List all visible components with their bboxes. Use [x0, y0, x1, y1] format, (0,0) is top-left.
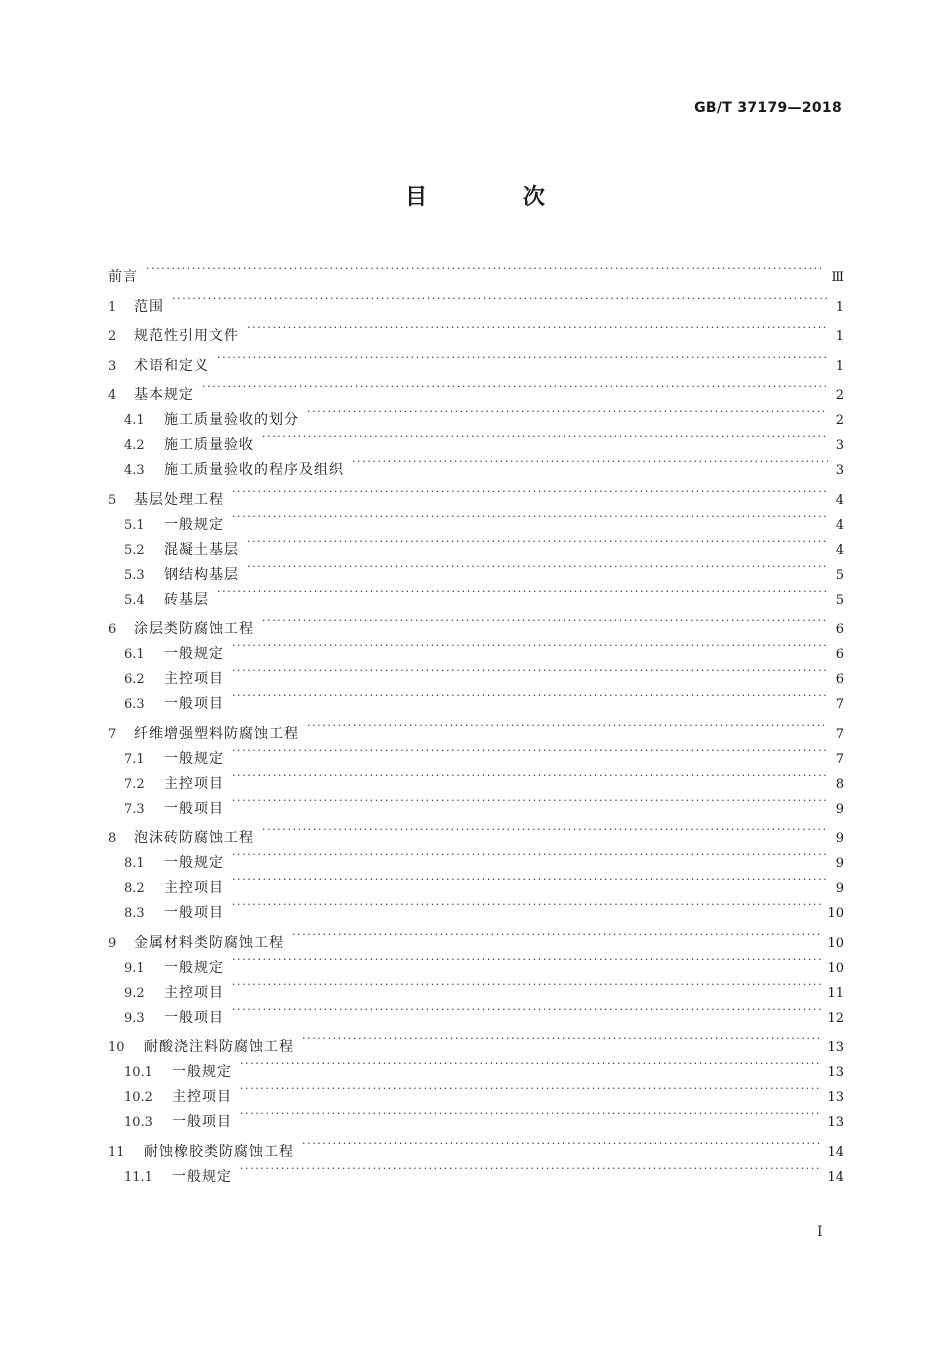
toc-entry-number: 7.1: [124, 751, 145, 767]
toc-dot-leader: [307, 399, 828, 424]
toc-dot-leader: [146, 256, 825, 281]
toc-section-entry[interactable]: [108, 399, 844, 428]
toc-entry-page: 4: [835, 542, 844, 558]
toc-dot-leader: [240, 1101, 821, 1126]
toc-entry-page: 11: [827, 985, 844, 1001]
toc-entry-title: 涂层类防腐蚀工程: [134, 621, 254, 637]
toc-entry-number: 10.3: [124, 1115, 153, 1130]
toc-entry-title: 基本规定: [134, 387, 194, 403]
toc-entry-number: 9.2: [124, 985, 145, 1001]
toc-entry-title: 施工质量验收的程序及组织: [164, 462, 344, 478]
toc-dot-leader: [262, 817, 828, 842]
toc-dot-leader: [232, 892, 821, 917]
toc-entry-title: 主控项目: [164, 671, 224, 687]
toc-entry-page: 14: [827, 1144, 844, 1160]
toc-entry-number: 5.2: [124, 542, 145, 558]
toc-entry-number: 8: [108, 831, 117, 846]
toc-dot-leader: [232, 763, 828, 788]
toc-entry-page: 12: [827, 1010, 844, 1026]
toc-entry-number: 7.2: [124, 776, 145, 792]
toc-entry-title: 一般规定: [164, 750, 224, 767]
toc-entry-number: 9.1: [124, 960, 145, 976]
toc-dot-leader: [292, 922, 821, 947]
toc-entry-number: 5.1: [124, 517, 145, 533]
standard-code: GB/T 37179—2018: [694, 100, 842, 116]
toc-entry-number: 4.1: [124, 413, 145, 428]
toc-entry-title: 术语和定义: [134, 357, 209, 374]
toc-entry-number: 4.2: [124, 438, 145, 453]
toc-entry-title: 一般规定: [164, 855, 224, 871]
toc-chapter-entry[interactable]: [108, 345, 844, 374]
toc-entry-title: 纤维增强塑料防腐蚀工程: [134, 725, 299, 742]
toc-entry-number: 6.2: [124, 672, 145, 687]
toc-dot-leader: [232, 683, 828, 708]
toc-chapter-entry[interactable]: [108, 608, 844, 637]
toc-entry-page: 1: [835, 299, 844, 315]
toc-entry-title: 规范性引用文件: [134, 328, 239, 344]
toc-entry-page: 9: [835, 831, 844, 846]
toc-entry-title: 一般规定: [164, 516, 224, 533]
toc-dot-leader: [172, 286, 828, 311]
toc-title: 目 次: [405, 185, 589, 210]
toc-dot-leader: [232, 997, 821, 1022]
toc-entry-page: 6: [835, 672, 844, 687]
toc-entry-page: 4: [835, 492, 844, 508]
toc-entry-number: 11: [108, 1144, 125, 1160]
toc-entry-page: 9: [835, 856, 844, 871]
toc-dot-leader: [232, 479, 828, 504]
toc-dot-leader: [202, 374, 828, 399]
toc-entry-number: 11.1: [124, 1169, 153, 1185]
toc-dot-leader: [307, 713, 828, 738]
toc-dot-leader: [240, 1156, 821, 1181]
toc-entry-title: 一般规定: [172, 1168, 232, 1185]
toc-entry-title: 施工质量验收的划分: [164, 412, 299, 428]
toc-entry-page: 6: [835, 622, 844, 637]
toc-entry-page: 13: [827, 1065, 844, 1080]
table-of-contents: [108, 256, 844, 1185]
toc-dot-leader: [352, 449, 828, 474]
toc-entry-number: 10: [108, 1040, 125, 1055]
toc-entry-title: 一般规定: [164, 646, 224, 662]
toc-entry-page: Ⅲ: [831, 270, 844, 285]
toc-entry-title: 钢结构基层: [164, 566, 239, 583]
toc-entry-number: 8.3: [124, 906, 145, 921]
toc-chapter-entry[interactable]: [108, 374, 844, 403]
toc-entry-title: 耐酸浇注料防腐蚀工程: [144, 1039, 294, 1055]
toc-chapter-entry[interactable]: [108, 256, 844, 285]
toc-entry-title: 前言: [108, 269, 138, 285]
toc-chapter-entry[interactable]: [108, 286, 844, 315]
toc-entry-page: 5: [835, 567, 844, 583]
toc-entry-page: 2: [835, 413, 844, 428]
toc-entry-title: 泡沫砖防腐蚀工程: [134, 830, 254, 846]
toc-entry-page: 2: [835, 388, 844, 403]
toc-entry-number: 6.1: [124, 647, 145, 662]
toc-entry-title: 一般项目: [164, 696, 224, 712]
toc-entry-number: 5: [108, 492, 117, 508]
toc-entry-page: 10: [827, 935, 844, 951]
toc-dot-leader: [232, 867, 828, 892]
toc-dot-leader: [232, 842, 828, 867]
toc-entry-title: 砖基层: [164, 591, 209, 608]
toc-entry-page: 4: [835, 517, 844, 533]
toc-dot-leader: [232, 658, 828, 683]
toc-entry-number: 8.2: [124, 881, 145, 896]
toc-entry-title: 一般项目: [164, 1009, 224, 1026]
toc-entry-page: 3: [835, 438, 844, 453]
toc-entry-page: 14: [827, 1169, 844, 1185]
toc-entry-number: 5.4: [124, 592, 145, 608]
toc-entry-page: 13: [827, 1040, 844, 1055]
toc-entry-page: 3: [835, 463, 844, 478]
toc-dot-leader: [232, 788, 828, 813]
toc-entry-title: 基层处理工程: [134, 491, 224, 508]
toc-entry-page: 1: [835, 329, 844, 344]
toc-entry-number: 4: [108, 388, 117, 403]
toc-entry-page: 10: [827, 960, 844, 976]
toc-entry-number: 3: [108, 358, 117, 374]
toc-entry-title: 主控项目: [172, 1089, 232, 1105]
toc-entry-title: 主控项目: [164, 775, 224, 792]
toc-entry-title: 一般规定: [164, 959, 224, 976]
toc-entry-page: 7: [835, 697, 844, 712]
toc-entry-page: 13: [827, 1115, 844, 1130]
toc-entry-title: 主控项目: [164, 880, 224, 896]
toc-dot-leader: [302, 1026, 821, 1051]
toc-entry-title: 主控项目: [164, 984, 224, 1001]
toc-entry-number: 1: [108, 299, 117, 315]
toc-entry-title: 范围: [134, 298, 164, 315]
toc-dot-leader: [262, 608, 828, 633]
toc-entry-title: 一般项目: [172, 1114, 232, 1130]
footer-page-number: I: [817, 1224, 823, 1240]
toc-dot-leader: [232, 947, 821, 972]
toc-entry-number: 9.3: [124, 1010, 145, 1026]
toc-dot-leader: [232, 972, 821, 997]
toc-entry-number: 7.3: [124, 801, 145, 817]
toc-dot-leader: [262, 424, 828, 449]
toc-entry-title: 混凝土基层: [164, 541, 239, 558]
toc-entry-page: 9: [835, 801, 844, 817]
toc-dot-leader: [232, 633, 828, 658]
toc-dot-leader: [217, 579, 828, 604]
toc-entry-number: 4.3: [124, 463, 145, 478]
toc-entry-page: 7: [835, 726, 844, 742]
toc-dot-leader: [232, 504, 828, 529]
toc-entry-page: 6: [835, 647, 844, 662]
toc-entry-page: 5: [835, 592, 844, 608]
toc-section-entry[interactable]: [108, 579, 844, 608]
toc-dot-leader: [302, 1131, 821, 1156]
toc-entry-page: 8: [835, 776, 844, 792]
toc-entry-title: 耐蚀橡胶类防腐蚀工程: [144, 1143, 294, 1160]
toc-entry-title: 一般项目: [164, 905, 224, 921]
toc-entry-page: 10: [827, 906, 844, 921]
toc-entry-number: 6: [108, 622, 117, 637]
toc-entry-number: 8.1: [124, 856, 145, 871]
toc-entry-number: 7: [108, 726, 117, 742]
toc-entry-number: 10.2: [124, 1090, 153, 1105]
toc-dot-leader: [247, 529, 828, 554]
toc-entry-title: 金属材料类防腐蚀工程: [134, 934, 284, 951]
toc-entry-number: 10.1: [124, 1065, 153, 1080]
toc-dot-leader: [247, 315, 828, 340]
toc-dot-leader: [247, 554, 828, 579]
toc-entry-page: 7: [835, 751, 844, 767]
toc-dot-leader: [232, 738, 828, 763]
toc-entry-page: 1: [835, 358, 844, 374]
toc-chapter-entry[interactable]: [108, 315, 844, 344]
toc-entry-title: 一般规定: [172, 1064, 232, 1080]
toc-entry-title: 施工质量验收: [164, 437, 254, 453]
toc-dot-leader: [217, 345, 828, 370]
toc-entry-title: 一般项目: [164, 800, 224, 817]
toc-entry-number: 9: [108, 935, 117, 951]
toc-entry-number: 5.3: [124, 567, 145, 583]
toc-entry-page: 9: [835, 881, 844, 896]
toc-entry-number: 6.3: [124, 697, 145, 712]
toc-dot-leader: [240, 1051, 821, 1076]
toc-entry-number: 2: [108, 329, 117, 344]
toc-dot-leader: [240, 1076, 821, 1101]
toc-entry-page: 13: [827, 1090, 844, 1105]
